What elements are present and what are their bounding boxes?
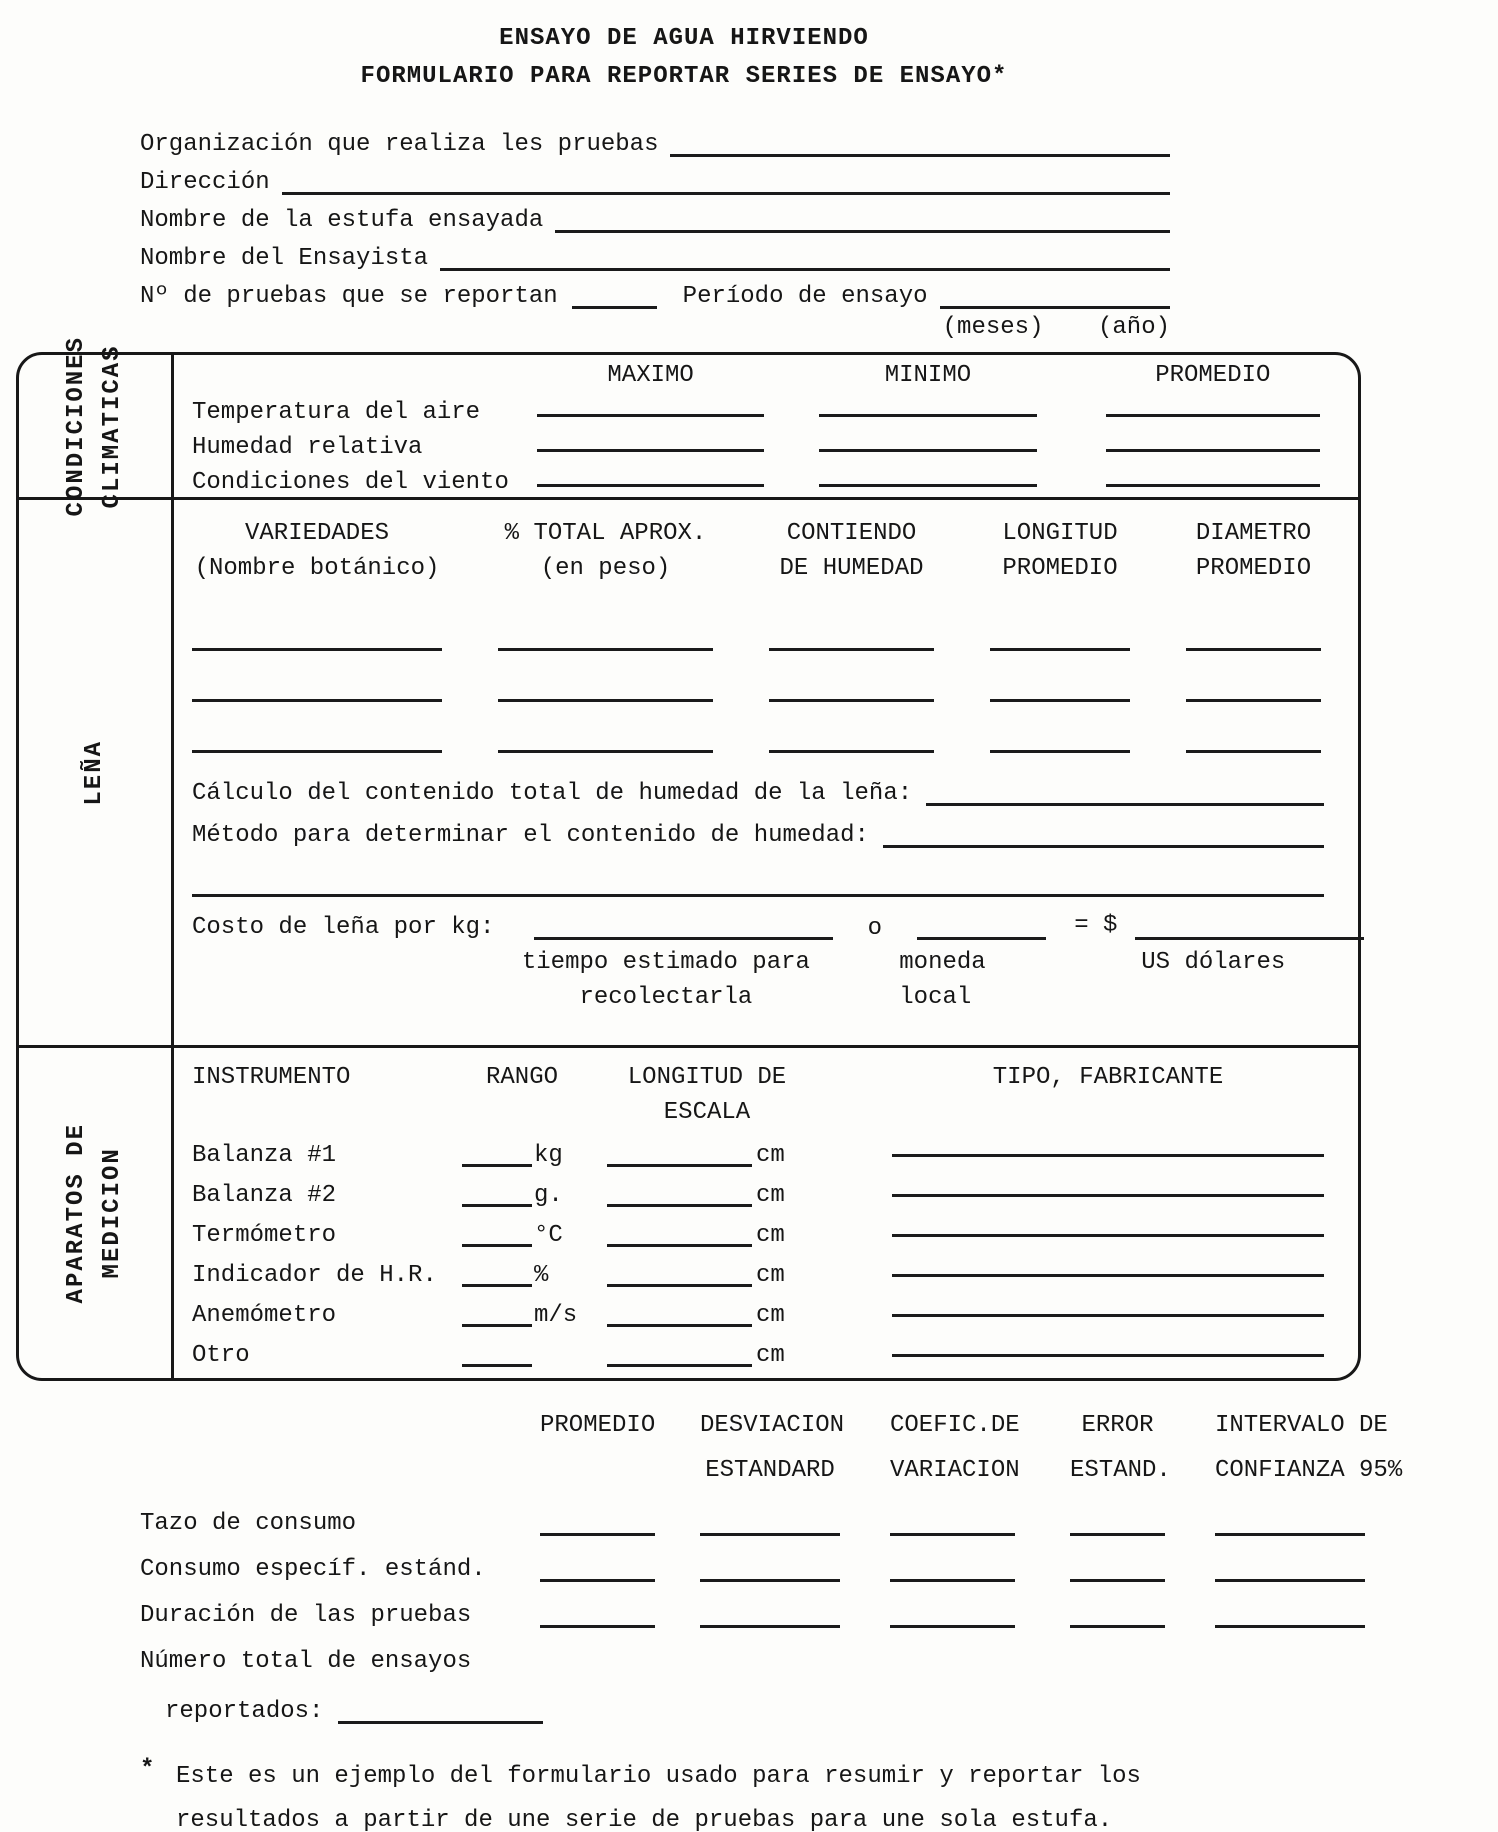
blank-line bbox=[990, 600, 1130, 651]
blank-line bbox=[498, 651, 713, 702]
column-header-minimo: MINIMO bbox=[884, 362, 972, 389]
range-unit: % bbox=[534, 1262, 549, 1289]
main-form-box bbox=[16, 335, 1361, 1381]
blank-line bbox=[1070, 1533, 1165, 1536]
footnote bbox=[140, 1755, 1498, 1832]
instruments-side-label bbox=[19, 1048, 174, 1378]
climate-side-label-line2: CLIMATICAS bbox=[99, 343, 126, 509]
climate-content bbox=[174, 355, 1358, 497]
blank-line bbox=[537, 449, 765, 452]
blank-line bbox=[892, 1154, 1324, 1157]
instrument-name: Indicador de H.R. bbox=[192, 1262, 437, 1289]
stove-name-label: Nombre de la estufa ensayada bbox=[140, 207, 544, 234]
blank-line bbox=[537, 484, 765, 487]
avg-length-header: LONGITUD PROMEDIO bbox=[1002, 520, 1118, 582]
blank-line bbox=[540, 1625, 655, 1628]
climate-row bbox=[192, 427, 1324, 462]
column-header-error-estandar: ERROR ESTAND. bbox=[1070, 1412, 1171, 1484]
blank-line bbox=[534, 937, 832, 940]
column-header-intervalo-confianza: INTERVALO DE CONFIANZA 95% bbox=[1215, 1412, 1403, 1484]
num-tests-label: Nº de pruebas que se reportan bbox=[140, 283, 558, 310]
climate-row bbox=[192, 462, 1324, 497]
blank-line bbox=[607, 1164, 752, 1167]
blank-line bbox=[607, 1364, 752, 1367]
footnote-line1: Este es un ejemplo del formulario usado para resumir y reportar los bbox=[176, 1763, 1141, 1790]
blank-line bbox=[892, 1314, 1324, 1317]
moisture-total-label: Cálculo del contenido total de humedad de la leña: bbox=[192, 780, 913, 807]
range-unit: kg bbox=[534, 1142, 563, 1169]
instruments-column-headers bbox=[192, 1060, 1324, 1130]
blank-line bbox=[1106, 449, 1320, 452]
blank-line bbox=[700, 1625, 840, 1628]
months-hint: (meses) bbox=[942, 314, 1044, 341]
wood-content bbox=[174, 500, 1358, 1045]
blank-line bbox=[1070, 1625, 1165, 1628]
blank-line bbox=[462, 1284, 532, 1287]
blank-line bbox=[769, 702, 934, 753]
organization-field bbox=[140, 122, 1170, 160]
blank-line bbox=[890, 1579, 1015, 1582]
percent-total-header: % TOTAL APROX. (en peso) bbox=[504, 520, 707, 582]
blank-line bbox=[892, 1234, 1324, 1237]
blank-line bbox=[1106, 484, 1320, 487]
column-header-instrumento: INSTRUMENTO bbox=[192, 1064, 351, 1091]
blank-line bbox=[819, 484, 1037, 487]
blank-line bbox=[338, 1721, 543, 1724]
blank-line bbox=[537, 414, 765, 417]
tester-name-field bbox=[140, 236, 1170, 274]
blank-line bbox=[819, 414, 1037, 417]
total-tests-label-row bbox=[140, 1631, 1498, 1677]
statistic-row bbox=[140, 1493, 1498, 1539]
year-hint: (año) bbox=[1097, 314, 1170, 341]
blank-line bbox=[890, 1625, 1015, 1628]
instrument-name: Termómetro bbox=[192, 1222, 337, 1249]
blank-line bbox=[1186, 600, 1321, 651]
blank-line bbox=[192, 600, 442, 651]
form-title-line2: FORMULARIO PARA REPORTAR SERIES DE ENSAYO* bbox=[360, 63, 1008, 90]
range-unit: g. bbox=[534, 1182, 563, 1209]
blank-line bbox=[1215, 1625, 1365, 1628]
instrument-row bbox=[192, 1210, 1324, 1250]
wood-cost-hints bbox=[192, 945, 1324, 1015]
wood-side-label-text: LEÑA bbox=[81, 739, 108, 806]
blank-line bbox=[1186, 702, 1321, 753]
statistic-row-label: Tazo de consumo bbox=[140, 1510, 357, 1537]
column-header-tipo-fabricante: TIPO, FABRICANTE bbox=[992, 1064, 1224, 1091]
climate-row-label: Temperatura del aire bbox=[192, 399, 481, 426]
instrument-name: Balanza #1 bbox=[192, 1142, 337, 1169]
blank-line bbox=[607, 1284, 752, 1287]
us-dollars-hint: US dólares bbox=[1141, 949, 1286, 976]
column-header-escala: LONGITUD DE ESCALA bbox=[627, 1064, 787, 1126]
form-title bbox=[0, 0, 1368, 96]
column-header-maximo: MAXIMO bbox=[607, 362, 694, 389]
local-currency-hint: moneda local bbox=[899, 949, 986, 1011]
climate-side-label bbox=[19, 335, 174, 517]
statistic-row-label: Duración de las pruebas bbox=[140, 1602, 472, 1629]
scale-unit: cm bbox=[756, 1262, 785, 1289]
range-unit: °C bbox=[534, 1222, 563, 1249]
blank-line bbox=[819, 449, 1037, 452]
instrument-row bbox=[192, 1330, 1324, 1370]
test-period-label: Período de ensayo bbox=[682, 283, 928, 310]
blank-line bbox=[192, 651, 442, 702]
tester-name-label: Nombre del Ensayista bbox=[140, 245, 429, 272]
num-tests-period-field bbox=[140, 274, 1170, 312]
statistics-section bbox=[140, 1403, 1498, 1727]
form-title-line1: ENSAYO DE AGUA HIRVIENDO bbox=[499, 25, 869, 52]
blank-line bbox=[607, 1204, 752, 1207]
blank-line bbox=[670, 154, 1170, 157]
blank-line bbox=[462, 1204, 532, 1207]
blank-line bbox=[917, 937, 1046, 940]
blank-line bbox=[440, 268, 1170, 271]
cost-equals-text: = $ bbox=[1074, 912, 1118, 939]
varieties-table-headers bbox=[192, 516, 1324, 586]
instruments-section bbox=[19, 1045, 1358, 1378]
varieties-header: VARIEDADES (Nombre botánico) bbox=[194, 520, 440, 582]
blank-line bbox=[769, 651, 934, 702]
footnote-line2: resultados a partir de une serie de pruebas para une sola estufa. bbox=[176, 1807, 1113, 1832]
climate-column-headers bbox=[192, 360, 1324, 392]
moisture-method-field bbox=[192, 809, 1324, 851]
blank-line bbox=[940, 306, 1170, 309]
instrument-row bbox=[192, 1170, 1324, 1210]
scale-unit: cm bbox=[756, 1142, 785, 1169]
blank-line bbox=[462, 1164, 532, 1167]
blank-line bbox=[462, 1244, 532, 1247]
instrument-row bbox=[192, 1250, 1324, 1290]
organization-label: Organización que realiza les pruebas bbox=[140, 131, 659, 158]
scale-unit: cm bbox=[756, 1182, 785, 1209]
address-field bbox=[140, 160, 1170, 198]
period-hints bbox=[140, 312, 1170, 344]
blank-line bbox=[1215, 1579, 1365, 1582]
statistic-row-label: Consumo específ. estánd. bbox=[140, 1556, 486, 1583]
scale-unit: cm bbox=[756, 1302, 785, 1329]
instrument-name: Balanza #2 bbox=[192, 1182, 337, 1209]
blank-line bbox=[192, 702, 442, 753]
wood-cost-field bbox=[192, 897, 1324, 943]
moisture-method-continuation bbox=[192, 851, 1324, 897]
collection-time-hint: tiempo estimado para recolectarla bbox=[521, 949, 810, 1011]
blank-line bbox=[462, 1324, 532, 1327]
blank-line bbox=[990, 702, 1130, 753]
blank-line bbox=[892, 1194, 1324, 1197]
blank-line bbox=[1215, 1533, 1365, 1536]
blank-line bbox=[572, 306, 657, 309]
wood-side-label bbox=[19, 500, 174, 1045]
address-label: Dirección bbox=[140, 169, 270, 196]
blank-line bbox=[540, 1579, 655, 1582]
blank-line bbox=[555, 230, 1170, 233]
scale-unit: cm bbox=[756, 1342, 785, 1369]
instrument-name: Anemómetro bbox=[192, 1302, 337, 1329]
column-header-promedio: PROMEDIO bbox=[1155, 362, 1271, 389]
blank-line bbox=[540, 1533, 655, 1536]
blank-line bbox=[462, 1364, 532, 1367]
identification-fields bbox=[140, 122, 1170, 344]
instrument-row bbox=[192, 1130, 1324, 1170]
instrument-name: Otro bbox=[192, 1342, 250, 1369]
blank-line bbox=[607, 1244, 752, 1247]
statistic-row bbox=[140, 1585, 1498, 1631]
column-header-rango: RANGO bbox=[485, 1064, 558, 1091]
instruments-side-label-line1: APARATOS DE bbox=[63, 1122, 90, 1304]
wood-section bbox=[19, 497, 1358, 1045]
instrument-row bbox=[192, 1290, 1324, 1330]
blank-line bbox=[607, 1324, 752, 1327]
climate-section bbox=[19, 335, 1358, 517]
blank-line bbox=[1070, 1579, 1165, 1582]
blank-line bbox=[892, 1354, 1324, 1357]
wood-cost-label: Costo de leña por kg: bbox=[192, 914, 495, 941]
stove-name-field bbox=[140, 198, 1170, 236]
total-tests-value-row bbox=[140, 1677, 1498, 1727]
cost-or-text: o bbox=[867, 915, 882, 942]
blank-line bbox=[282, 192, 1170, 195]
blank-line bbox=[1106, 414, 1320, 417]
blank-line bbox=[892, 1274, 1324, 1277]
scale-unit: cm bbox=[756, 1222, 785, 1249]
blank-line bbox=[498, 702, 713, 753]
moisture-content-header: CONTIENDO DE HUMEDAD bbox=[779, 520, 924, 582]
total-tests-label: Número total de ensayos bbox=[140, 1648, 472, 1675]
instruments-side-label-line2: MEDICION bbox=[99, 1147, 126, 1279]
column-header-promedio: PROMEDIO bbox=[540, 1412, 656, 1439]
moisture-total-field bbox=[192, 767, 1324, 809]
footnote-asterisk: * bbox=[140, 1756, 155, 1783]
blank-line bbox=[890, 1533, 1015, 1536]
statistics-column-headers bbox=[140, 1403, 1498, 1493]
instruments-content bbox=[174, 1048, 1358, 1378]
blank-line bbox=[883, 845, 1324, 848]
range-unit: m/s bbox=[534, 1302, 578, 1329]
column-header-desviacion-estandard: DESVIACION ESTANDARD bbox=[700, 1412, 845, 1484]
blank-line bbox=[990, 651, 1130, 702]
climate-row-label: Humedad relativa bbox=[192, 434, 423, 461]
blank-line bbox=[1186, 651, 1321, 702]
blank-line bbox=[769, 600, 934, 651]
blank-line bbox=[700, 1533, 840, 1536]
blank-line bbox=[1135, 937, 1364, 940]
column-header-coeficiente-variacion: COEFIC.DE VARIACION bbox=[890, 1412, 1020, 1484]
statistic-row bbox=[140, 1539, 1498, 1585]
moisture-method-label: Método para determinar el contenido de humedad: bbox=[192, 822, 869, 849]
blank-line bbox=[192, 894, 1324, 897]
climate-row bbox=[192, 392, 1324, 427]
blank-line bbox=[498, 600, 713, 651]
total-tests-reported-label: reportados: bbox=[165, 1698, 324, 1725]
blank-line bbox=[926, 803, 1324, 806]
avg-diameter-header: DIAMETRO PROMEDIO bbox=[1195, 520, 1312, 582]
climate-row-label: Condiciones del viento bbox=[192, 469, 509, 496]
varieties-blank-rows bbox=[192, 600, 1324, 753]
climate-side-label-line1: CONDICIONES bbox=[63, 335, 90, 517]
blank-line bbox=[700, 1579, 840, 1582]
